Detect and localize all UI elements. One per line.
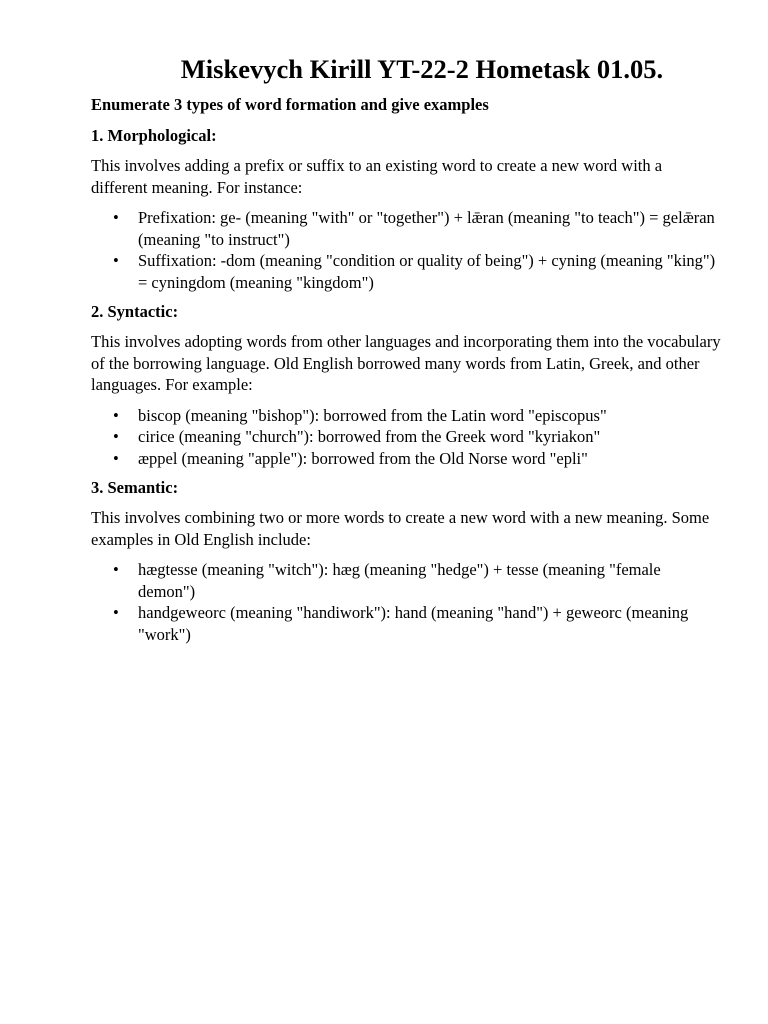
example-list xyxy=(91,559,721,645)
bullet-icon: • xyxy=(113,603,119,622)
section-paragraph: This involves adopting words from other languages and incorporating them into the vocabulary of the borrowing language. Old English borrowed many words from Latin, Greek, and other languages. For example: xyxy=(91,332,721,394)
section-semantic xyxy=(91,477,721,645)
list-item xyxy=(91,405,721,427)
list-item-text: æppel (meaning "apple"): borrowed from the Old Norse word "epli" xyxy=(138,448,588,468)
list-item xyxy=(91,207,721,250)
section-paragraph: This involves adding a prefix or suffix to an existing word to create a new word with a different meaning. For instance: xyxy=(91,156,663,197)
list-item-text: Prefixation: ge- (meaning "with" or "together") + lǣran (meaning "to teach") = gelǣran (meaning "to instruct") xyxy=(138,208,715,249)
section-heading: 3. Semantic: xyxy=(91,478,179,497)
list-item xyxy=(91,559,721,602)
section-heading: 1. Morphological: xyxy=(91,126,217,145)
section-syntactic xyxy=(91,301,721,469)
bullet-icon: • xyxy=(113,448,119,468)
list-item-text: handgeweorc (meaning "handiwork"): hand (meaning "hand") + geweorc (meaning "work") xyxy=(138,603,689,644)
list-item-text: Suffixation: -dom (meaning "condition or quality of being") + cyning (meaning "king") = cyningdom (meaning "kingdom") xyxy=(138,251,716,292)
section-morphological xyxy=(91,125,721,293)
bullet-icon: • xyxy=(113,208,119,227)
example-list xyxy=(91,207,721,293)
list-item-text: cirice (meaning "church"): borrowed from the Greek word "kyriakon" xyxy=(138,427,601,446)
document-page xyxy=(91,52,721,653)
list-item xyxy=(91,448,721,470)
list-item-text: biscop (meaning "bishop"): borrowed from the Latin word "episcopus" xyxy=(138,405,607,425)
bullet-icon: • xyxy=(113,251,119,270)
list-item xyxy=(91,426,721,448)
document-title: Miskevych Kirill YT-22-2 Hometask 01.05. xyxy=(180,54,664,84)
section-heading: 2. Syntactic: xyxy=(91,302,179,321)
list-item xyxy=(91,250,721,293)
list-item-text: hægtesse (meaning "witch"): hæg (meaning "hedge") + tesse (meaning "female demon") xyxy=(138,560,661,601)
assignment-question: Enumerate 3 types of word formation and give examples xyxy=(91,95,489,114)
list-item xyxy=(91,602,721,645)
bullet-icon: • xyxy=(113,427,119,446)
bullet-icon: • xyxy=(113,560,119,579)
bullet-icon: • xyxy=(113,405,119,425)
example-list xyxy=(91,405,721,470)
section-paragraph: This involves combining two or more words to create a new word with a new meaning. Some examples in Old English include: xyxy=(91,508,710,549)
